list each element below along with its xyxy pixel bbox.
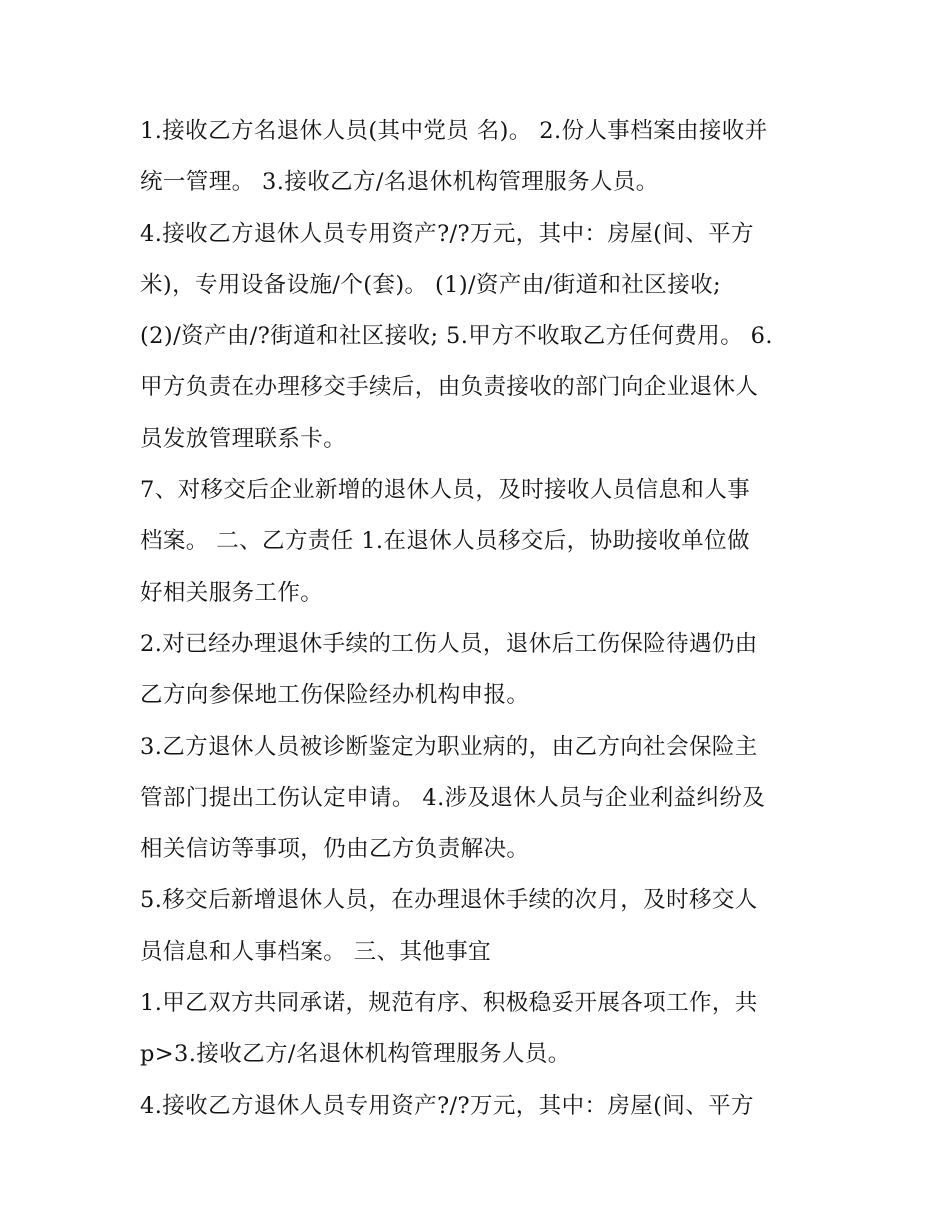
text-line: 4.接收乙方退休人员专用资产?/?万元，其中：房屋(间、平方 (140, 1092, 754, 1119)
text-line: 员信息和人事档案。 三、其他事宜 (140, 938, 492, 965)
text-line: 好相关服务工作。 (140, 579, 324, 606)
text-line: 米)，专用设备设施/个(套)。 (1)/资产由/街道和社区接收; (140, 271, 721, 298)
text-line: 4.接收乙方退休人员专用资产?/?万元，其中：房屋(间、平方 (140, 220, 754, 247)
text-line: 管部门提出工伤认定申请。 4.涉及退休人员与企业利益纠纷及 (140, 784, 766, 811)
text-line: 1.接收乙方名退休人员(其中党员 名)。 2.份人事档案由接收并 (140, 118, 768, 144)
text-line: 2.对已经办理退休手续的工伤人员，退休后工伤保险待遇仍由 (140, 630, 758, 657)
text-line: 员发放管理联系卡。 (140, 425, 347, 452)
text-line: 统一管理。 3.接收乙方/名退休机构管理服务人员。 (140, 169, 659, 196)
text-line: 甲方负责在办理移交手续后，由负责接收的部门向企业退休人 (140, 374, 759, 401)
text-line: (2)/资产由/?街道和社区接收; 5.甲方不收取乙方任何费用。 6. (140, 323, 773, 350)
text-line: 1.甲乙双方共同承诺，规范有序、积极稳妥开展各项工作，共 (140, 990, 758, 1017)
text-line: 7、对移交后企业新增的退休人员，及时接收人员信息和人事 (140, 477, 751, 504)
text-line: 相关信访等事项，仍由乙方负责解决。 (140, 836, 530, 863)
text-line: p>3.接收乙方/名退休机构管理服务人员。 (140, 1041, 571, 1068)
text-line: 档案。 二、乙方责任 1.在退休人员移交后，协助接收单位做 (140, 528, 750, 555)
text-line: 乙方向参保地工伤保险经办机构申报。 (140, 682, 530, 709)
document-body (140, 106, 820, 1132)
text-line: 5.移交后新增退休人员，在办理退休手续的次月，及时移交人 (140, 887, 758, 914)
text-line: 3.乙方退休人员被诊断鉴定为职业病的，由乙方向社会保险主 (140, 733, 758, 760)
